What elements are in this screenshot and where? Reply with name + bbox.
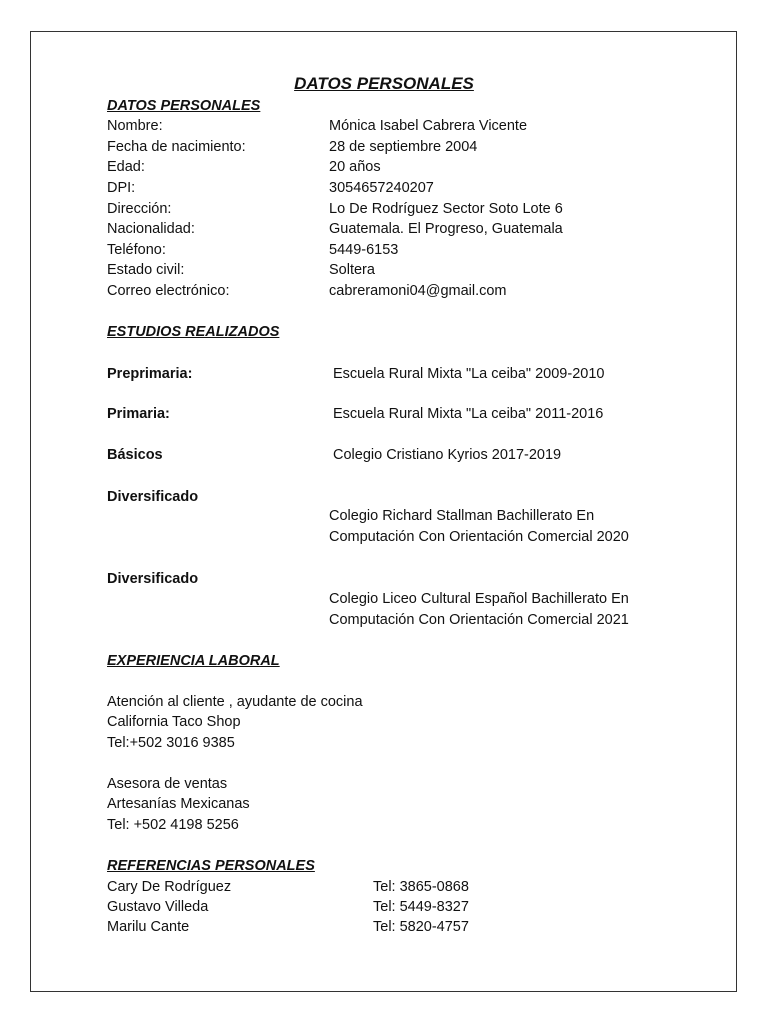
- study-level-diversified-2: Diversificado: [107, 571, 199, 587]
- reference-2-name: Gustavo Villeda: [107, 899, 209, 915]
- field-value-nationality: Guatemala. El Progreso, Guatemala: [329, 221, 563, 237]
- section-heading-studies: ESTUDIOS REALIZADOS: [107, 324, 280, 340]
- section-heading-experience: EXPERIENCIA LABORAL: [107, 653, 280, 669]
- study-school-diversified-1-line1: Colegio Richard Stallman Bachillerato En: [329, 508, 595, 524]
- study-school-diversified-1-line2: Computación Con Orientación Comercial 2020: [329, 529, 629, 545]
- study-level-diversified-1: Diversificado: [107, 489, 199, 505]
- field-value-address: Lo De Rodríguez Sector Soto Lote 6: [329, 201, 563, 217]
- job-1-company: California Taco Shop: [107, 714, 241, 730]
- study-school-diversified-2-line2: Computación Con Orientación Comercial 2021: [329, 612, 629, 628]
- section-heading-personal: DATOS PERSONALES: [107, 98, 261, 114]
- study-school-preprimary: Escuela Rural Mixta "La ceiba" 2009-2010: [333, 366, 605, 382]
- reference-1-name: Cary De Rodríguez: [107, 879, 232, 895]
- reference-1-phone: Tel: 3865-0868: [373, 879, 469, 895]
- field-value-birthdate: 28 de septiembre 2004: [329, 139, 478, 155]
- field-value-phone: 5449-6153: [329, 242, 399, 258]
- job-2-position: Asesora de ventas: [107, 776, 228, 792]
- job-2-company: Artesanías Mexicanas: [107, 796, 250, 812]
- study-level-primary: Primaria:: [107, 406, 170, 422]
- field-label-marital-status: Estado civil:: [107, 262, 185, 278]
- job-1-phone: Tel:+502 3016 9385: [107, 735, 235, 751]
- reference-3-name: Marilu Cante: [107, 919, 190, 935]
- document-title: DATOS PERSONALES: [294, 74, 474, 93]
- reference-2-phone: Tel: 5449-8327: [373, 899, 469, 915]
- reference-3-phone: Tel: 5820-4757: [373, 919, 469, 935]
- field-label-address: Dirección:: [107, 201, 172, 217]
- field-label-birthdate: Fecha de nacimiento:: [107, 139, 246, 155]
- field-value-marital-status: Soltera: [329, 262, 375, 278]
- field-value-name: Mónica Isabel Cabrera Vicente: [329, 118, 528, 134]
- study-school-primary: Escuela Rural Mixta "La ceiba" 2011-2016: [333, 406, 604, 422]
- job-2-phone: Tel: +502 4198 5256: [107, 817, 239, 833]
- study-level-basic: Básicos: [107, 447, 163, 463]
- field-label-age: Edad:: [107, 159, 145, 175]
- field-label-email: Correo electrónico:: [107, 283, 230, 299]
- field-value-dpi: 3054657240207: [329, 180, 434, 196]
- field-label-dpi: DPI:: [107, 180, 136, 196]
- field-label-phone: Teléfono:: [107, 242, 166, 258]
- field-label-nationality: Nacionalidad:: [107, 221, 195, 237]
- study-school-diversified-2-line1: Colegio Liceo Cultural Español Bachillerato En: [329, 591, 629, 607]
- section-heading-references: REFERENCIAS PERSONALES: [107, 858, 315, 874]
- job-1-position: Atención al cliente , ayudante de cocina: [107, 694, 363, 710]
- study-level-preprimary: Preprimaria:: [107, 366, 193, 382]
- field-label-name: Nombre:: [107, 118, 163, 134]
- field-value-email: cabreramoni04@gmail.com: [329, 283, 507, 299]
- study-school-basic: Colegio Cristiano Kyrios 2017-2019: [333, 447, 562, 463]
- field-value-age: 20 años: [329, 159, 381, 175]
